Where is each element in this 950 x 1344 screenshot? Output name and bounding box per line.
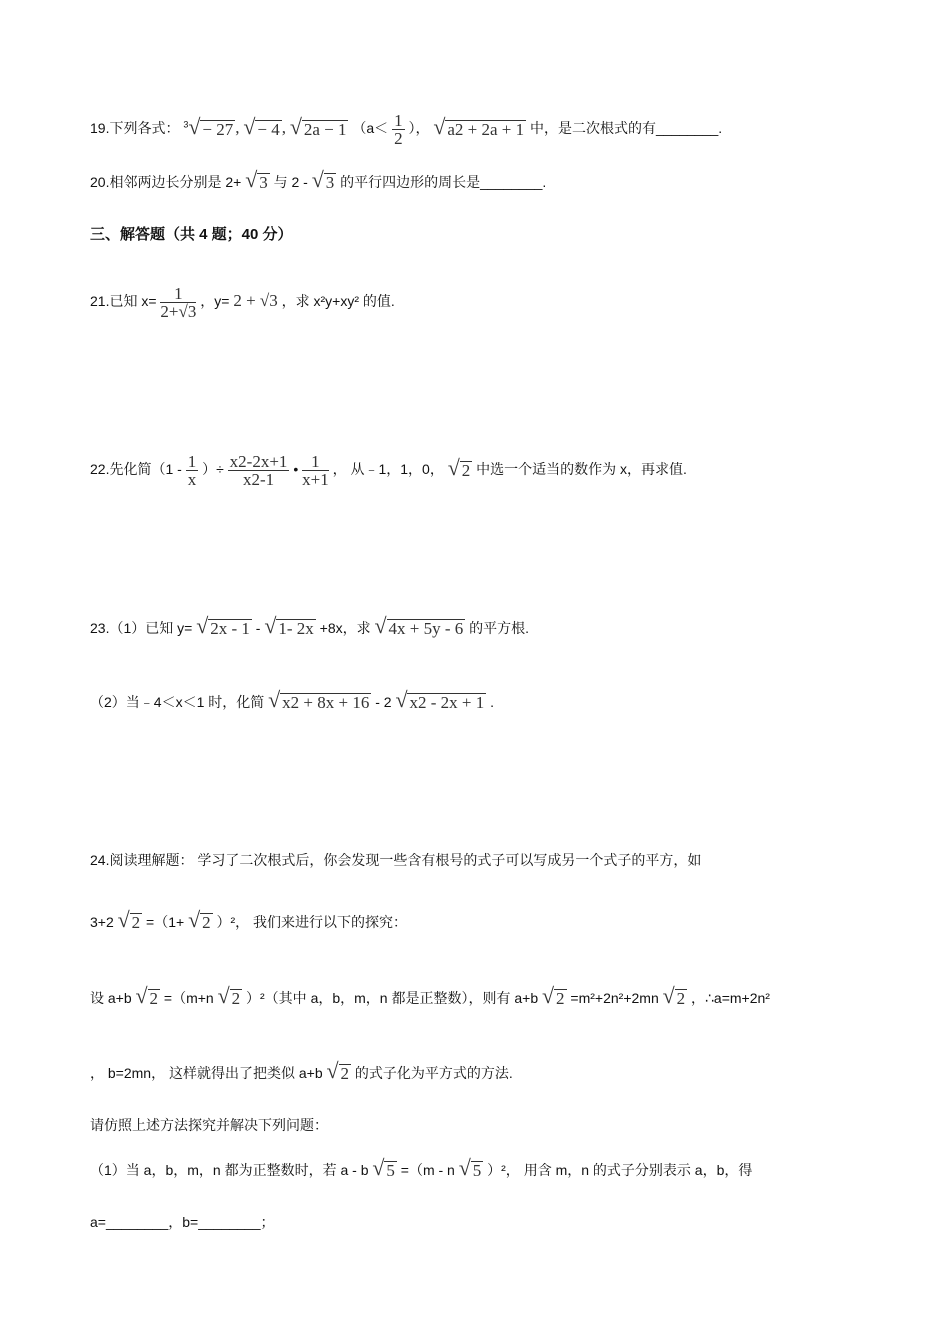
question-24-instruction: 请仿照上述方法探究并解决下列问题：: [90, 1117, 328, 1133]
q24-l4-a: ， b=2mn， 这样就得出了把类似 a+b: [90, 1065, 323, 1081]
question-20: [90, 167, 547, 193]
q24-l6-c: ）²， 用含 m，n 的式子分别表示 a，b，得: [487, 1162, 753, 1178]
sqrt-1-2x: √ 1- 2x: [264, 613, 314, 639]
q22-mid: ， 从﹣1，1，0，: [332, 461, 444, 478]
cube-root-neg27: √ − 27: [188, 113, 234, 139]
cube-root-index: 3: [183, 119, 189, 130]
q23-op: -: [255, 620, 261, 636]
q20-prefix: 20.相邻两边长分别是 2+: [90, 174, 242, 190]
q22-op2: •: [293, 461, 299, 478]
sqrt-2a-1: √ 2a − 1: [289, 113, 347, 139]
q24-l3-b: =（m+n: [163, 990, 214, 1006]
q21-suffix: ，求 x²y+xy² 的值.: [281, 293, 395, 310]
sqrt-2: √ 2: [447, 454, 471, 480]
q23-mid: +8x，求: [319, 620, 371, 636]
q19-cond-close: ），: [408, 120, 430, 137]
q24-l3-e: ，∴a=m+2n²: [691, 990, 770, 1006]
q24-l6-b: =（m - n: [400, 1162, 455, 1178]
fraction-1-over-x-plus-1: $\frac{1}{x+1}$: [302, 452, 329, 489]
question-22: [90, 453, 687, 488]
q24-l6-a: （1）当 a，b，m，n 都为正整数时，若 a - b: [90, 1162, 369, 1178]
question-24-example: [90, 907, 408, 933]
question-24-intro: 24.阅读理解题： 学习了二次根式后，你会发现一些含有根号的式子可以写成另一个式子的平方，如: [90, 852, 702, 868]
question-19: 19.下列各式： $^3$ √ − 27 , √ − 4 , √ 2a − 1 （a＜ $\frac{1}{2}$ ）， √ a2 + 2a + 1 中，是二次根式的有________.: [90, 111, 723, 148]
q23-op2: - 2: [375, 694, 392, 710]
question-24-part1: [90, 1155, 753, 1181]
q22-op1: ）÷: [202, 461, 224, 478]
sqrt-2-s2: √ 2: [217, 983, 241, 1009]
question-23-part1: [90, 613, 530, 639]
q24-l3-a: 设 a+b: [90, 990, 132, 1006]
sqrt-3-a: √ 3: [245, 167, 268, 193]
fraction-x: $\frac{1}{2+√3}$: [160, 284, 197, 321]
question-24-conclusion: [90, 1058, 513, 1084]
question-21: [90, 285, 395, 320]
y-expression: 2 + √3: [233, 291, 278, 311]
fraction-1-over-x: $\frac{1}{x}$: [187, 452, 197, 489]
sqrt-2-e1: √ 2: [117, 907, 141, 933]
sqrt-5-b: √ 5: [458, 1155, 482, 1181]
question-24-setup: [90, 983, 770, 1009]
sqrt-4x-5y-6: √ 4x + 5y - 6: [374, 613, 464, 639]
q19-cond-open: （a＜: [352, 120, 389, 137]
q24-l2-a: 3+2: [90, 914, 114, 930]
fraction-quadratic: $\frac{x2-2x+1}{x2-1}$: [229, 452, 288, 489]
q24-l4-b: 的式子化为平方式的方法.: [354, 1065, 513, 1081]
q20-suffix: 的平行四边形的周长是________.: [340, 174, 547, 190]
sqrt-3-b: √ 3: [311, 167, 335, 193]
q23-l2-suffix: .: [490, 694, 494, 710]
q23-l1-suffix: 的平方根.: [469, 620, 530, 636]
q24-l3-c: ）²（其中 a，b，m，n 都是正整数），则有 a+b: [246, 990, 539, 1006]
sqrt-2-c: √ 2: [326, 1058, 350, 1084]
sqrt-2-e2: √ 2: [188, 907, 211, 933]
q20-mid: 与 2 -: [273, 174, 308, 190]
question-23-part2: [90, 687, 494, 713]
q23-l2-prefix: （2）当﹣4＜x＜1 时，化简: [90, 694, 265, 710]
fraction-one-half: $\frac{1}{2}$: [394, 111, 403, 148]
sqrt-2-s4: √ 2: [662, 983, 686, 1009]
q19-suffix: 中，是二次根式的有________.: [530, 120, 723, 137]
q24-l2-c: ）²， 我们来进行以下的探究：: [216, 914, 408, 930]
sqrt-a2-2a-1: √ a2 + 2a + 1: [433, 113, 525, 139]
q24-l2-b: =（1+: [146, 914, 185, 930]
q24-l3-d: =m²+2n²+2mn: [570, 990, 659, 1006]
q21-prefix: 21.已知 x=: [90, 293, 157, 310]
sqrt-x2-2x-1: √ x2 - 2x + 1: [395, 687, 485, 713]
q21-mid: ，y=: [200, 293, 230, 310]
q19-prefix: 19.下列各式：: [90, 120, 180, 137]
sqrt-2-s1: √ 2: [135, 983, 159, 1009]
section-title: 三、解答题（共 4 题；40 分）: [90, 226, 293, 243]
q22-prefix: 22.先化简（1 -: [90, 461, 182, 478]
q23-l1-prefix: 23.（1）已知 y=: [90, 620, 193, 636]
sqrt-2x-1: √ 2x - 1: [196, 613, 250, 639]
sqrt-neg4: √ − 4: [243, 113, 280, 139]
sqrt-x2-8x-16: √ x2 + 8x + 16: [268, 687, 370, 713]
sqrt-5-a: √ 5: [372, 1155, 395, 1181]
question-24-answer-line: a=________，b=________；: [90, 1214, 275, 1230]
q22-suffix: 中选一个适当的数作为 x，再求值.: [476, 461, 687, 478]
sqrt-2-s3: √ 2: [542, 983, 565, 1009]
